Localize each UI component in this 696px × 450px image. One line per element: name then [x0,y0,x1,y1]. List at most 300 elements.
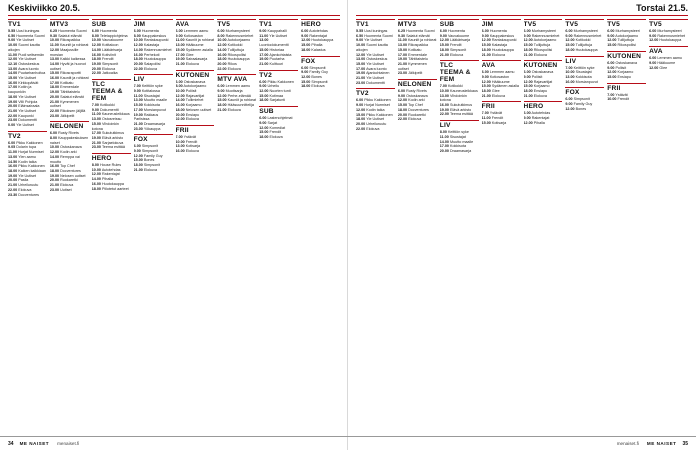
program-title: Keittiön syke [447,130,469,135]
channel-block [565,87,604,111]
program-listing [356,81,395,86]
program-title: Kotisarja [185,144,201,149]
channel-block [524,19,563,57]
program-listing [607,75,646,80]
program-title: Kalastaja [143,43,160,48]
program-listing [176,149,215,154]
left-column [301,19,340,437]
channel-name: TV1 [8,19,47,28]
program-title: Sarjaelokuva [102,140,124,145]
channel-name: AVA [649,46,688,55]
program-time: 9.00 [259,120,267,125]
program-time: 18.00 [481,89,491,94]
program-listing [134,113,173,122]
program-time: 6.00 [649,56,657,61]
program-title: Rikoksen jäljillä [60,108,86,113]
program-time: 9.00 [356,38,364,43]
program-time: 6.00 [607,29,615,33]
channel-name: TV2 [8,131,47,140]
channel-name: NELONEN [50,121,89,130]
program-time: 23.00 [133,126,143,131]
program-time: 11.00 [397,38,407,43]
program-time: 17.00 [259,52,269,57]
program-title: Huutokauppa [102,181,124,186]
program-time: 11.00 [481,116,491,121]
channel-name: HERO [524,101,563,110]
left-column [92,19,131,437]
channel-block [176,70,215,122]
program-title: Ostoskanava [60,145,82,150]
program-title: Huomenta [99,29,117,33]
channel-block [92,19,131,76]
program-title: Tullimiehet [185,98,204,103]
program-time: 18.00 [259,134,269,139]
left-column [8,19,47,437]
channel-block [607,19,646,48]
program-title: Glee [491,89,500,94]
program-listing [259,135,298,140]
program-title: Docventures [18,192,39,197]
program-title: Rantakaupunki [491,38,517,43]
program-title: Salatut elämät [58,33,82,38]
channel-name: LIV [565,56,604,65]
program-title: Murhamysteeri [573,29,598,33]
program-title: Glee [185,52,194,57]
program-time: 6.00 [133,144,141,149]
program-title: Simpsonit [573,97,590,102]
program-title: Elokuva [227,66,241,71]
program-time: 9.00 [175,33,183,38]
program-time: 12.00 [259,125,269,130]
program-title: Elokuva [450,52,464,57]
program-title: Pikku Kakkonen [16,140,43,145]
program-title: Ruokaretki [408,112,426,117]
program-listing [440,94,479,103]
program-title: Ensiapu [617,74,631,79]
channel-block [565,19,604,53]
program-time: 8.00 [91,33,99,38]
program-title: Frendit [450,43,462,48]
program-time: 18.00 [217,57,227,62]
program-title: Ostoskanava [531,70,554,75]
program-title: Urheilu [267,84,280,89]
program-title: Luontodokumentti [259,43,289,48]
program-title: Kauneusleikkaus [450,88,478,93]
program-time: 16.00 [8,164,18,169]
channel-block [524,101,563,125]
program-title: Dokumentti [366,80,385,85]
program-time: 12.00 [301,38,311,43]
program-time: 15.00 [356,61,366,66]
program-time: 18.00 [565,47,575,52]
right-url: menaiset.fi [616,441,639,446]
program-time: 9.00 [301,33,309,38]
program-time: 12.00 [565,38,575,43]
program-title: Rakennusmiehet [657,33,686,38]
program-title: Ostoskeskus [18,61,40,66]
left-column [217,19,256,437]
program-time: 18.00 [523,47,533,52]
program-time: 18.00 [8,94,18,99]
program-title: Yle Uutiset [16,123,34,128]
program-title: Autotehdas [101,167,121,172]
program-title: Salatut elämät [406,33,430,38]
program-time: 11.00 [133,93,143,98]
program-time: 21.00 [49,183,60,188]
program-title: Simpsonit [311,79,328,84]
program-title: Nelosen uutiset [185,107,212,112]
program-listing [176,117,215,122]
channel-name: SUB [440,19,479,28]
program-title: Elokuva [102,66,116,71]
program-time: 9.00 [133,89,141,94]
program-listing [134,67,173,72]
program-time: 16.00 [175,149,185,154]
program-time: 15.00 [397,103,408,108]
program-title: Korjaamo [617,70,634,75]
program-time: 18.00 [523,89,533,94]
program-time: 22.00 [8,187,18,192]
program-title: Rakennusmiehet [143,47,172,52]
program-time: 12.00 [439,38,449,43]
program-time: 10.00 [133,38,143,43]
program-time: 15.00 [133,103,143,108]
program-title: Poliisit [531,74,543,79]
program-title: Family Guy [143,153,163,158]
program-time: 14.00 [91,47,101,52]
program-title: Rakennusmiehet [531,33,560,38]
program-time: 7.00 [91,103,99,108]
program-listing [8,43,47,52]
program-time: 13.00 [175,43,185,48]
program-title: Docventures [60,168,81,173]
program-title: Kotitalossa [141,89,160,94]
program-time: 12.00 [8,57,18,62]
program-time: 15.00 [259,93,269,98]
program-time: 21.00 [8,108,18,113]
program-time: 21.00 [481,52,491,57]
program-title: Teema esittää [449,112,473,117]
program-time: 6.00 [259,79,267,84]
program-time: 19.00 [49,90,60,95]
program-title: Kauppahalli [267,29,287,33]
right-column [524,19,563,437]
program-time: 21.00 [133,121,143,126]
channel-block [259,19,298,67]
program-title: Draamasarja [450,148,472,153]
program-time: 11.00 [8,52,18,57]
program-time: 21.00 [49,99,60,104]
right-column [440,19,479,437]
program-time: 10.00 [217,38,227,43]
program-title: Murhamysteeri [225,29,250,33]
program-time: 15.00 [481,43,491,48]
program-title: Vauvakuume [447,33,470,38]
program-time: 6.00 [523,70,531,75]
program-title: Huutokauppa [311,38,334,43]
left-page-header [8,0,340,16]
program-title: Kauniit ja rohkeat [185,38,215,43]
program-title: Murhamysteeri [657,29,682,33]
program-time: 14.00 [91,177,101,182]
program-time: 22.00 [439,112,449,117]
program-time: 12.00 [523,120,533,125]
channel-block [217,74,256,112]
program-time: 6.00 [301,65,309,70]
program-title: Rikos [227,61,237,66]
program-title: Huutokauppa [575,47,598,52]
channel-block [398,19,437,76]
program-time: 10.00 [356,43,366,48]
program-time: 10.00 [8,43,18,48]
program-title: Simpsonit [141,144,159,149]
program-title: Kirkkopäivät [18,80,39,85]
program-title: Historiaa [269,47,285,52]
program-time: 16.00 [565,79,575,84]
program-time: 10.00 [175,139,185,144]
program-time: 9.00 [565,102,573,107]
program-time: 8.00 [217,33,225,38]
program-title: Frendit [269,130,281,135]
program-title: Keittiön syke [573,65,595,70]
program-title: Simpsonit [309,65,326,70]
program-time: 23.00 [397,71,408,76]
program-time: 19.00 [91,135,101,140]
left-brand: ME NAISET [19,441,50,446]
program-listing [50,136,89,145]
program-time: 6.00 [523,29,531,33]
program-title: Kodin taika [366,107,385,112]
program-time: 13.00 [91,117,101,122]
program-listing [92,71,131,76]
program-title: Yle Uutiset [366,76,385,81]
program-time: 13.00 [175,144,185,149]
program-title: Komediat [269,125,286,130]
program-time: 20.00 [49,94,60,99]
program-time: 19.00 [356,71,366,76]
channel-name: HERO [301,19,340,28]
program-title: Kotitaloon [102,43,119,48]
program-title: Pikku Kakkonen [366,112,393,117]
channel-name: TV2 [259,70,298,79]
program-title: Urheiluruutu [18,183,39,188]
program-time: 18.00 [175,107,185,112]
program-title: Lääkärisarja [102,47,123,52]
program-time: 8.00 [175,84,183,89]
channel-block [259,106,298,140]
program-time: 23.00 [91,145,101,150]
program-time: 20.00 [8,178,18,183]
program-title: Rajavartijat [533,79,553,84]
program-title: Kotiviinit [102,52,116,57]
program-title: Kokkisota [450,144,467,149]
channel-name: JIM [482,19,521,28]
program-title: Uutiset [60,187,72,192]
program-time: 16.00 [91,181,101,186]
program-time: 12.00 [356,107,366,112]
program-time: 9.00 [133,149,141,154]
program-title: Elokuva [18,187,32,192]
program-title: Sydämen asialla [185,47,213,52]
program-listing [524,121,563,126]
program-title: Hurjat Nurmiset [18,150,44,155]
program-time: 22.00 [133,66,143,71]
program-listing [92,145,131,150]
program-title: Salapoliisi [143,61,161,66]
program-title: Elokuva [185,117,199,122]
program-title: Muutto maalle [450,139,474,144]
program-time: 9.00 [607,33,615,38]
channel-name: FOX [565,87,604,96]
program-title: Vihdoinkin kotona [439,93,467,103]
program-time: 6.00 [356,98,364,103]
channel-name: AVA [176,19,215,28]
program-title: Lemmen aamu [657,56,682,61]
program-title: Uusi kuningas [16,29,40,33]
program-title: Jatkoaika [102,71,118,76]
channel-block [92,153,131,191]
program-time: 17.00 [439,144,449,149]
program-title: Nuorten tunti [269,89,291,94]
right-page-number: 35 [682,440,688,447]
program-title: Eläinsairaala [18,104,40,109]
program-title: Sarjatunti [269,98,286,103]
channel-name: TV5 [524,19,563,28]
program-time: 18.00 [49,85,60,90]
program-title: Piilotetut aarteet [102,186,129,191]
channel-name: TV2 [356,88,395,97]
program-title: Family Guy [309,70,328,75]
program-time: 13.00 [133,98,143,103]
program-title: Puutarhanhoitoa [18,71,46,76]
channel-block [134,19,173,71]
program-time: 10.00 [91,38,101,43]
program-title: Draamasarja [143,121,165,126]
program-time: 13.00 [356,57,366,62]
program-title: Autotehdas [309,29,328,33]
program-time: 16.00 [49,76,60,81]
program-title: Top Chef [60,164,75,169]
program-time: 7.00 [439,84,447,89]
program-time: 6.50 [8,33,16,38]
program-time: 18.00 [397,107,408,112]
program-listing [8,193,47,198]
program-time: 7.00 [565,65,573,70]
program-title: Tähtitaistelu [60,90,80,95]
channel-name: JIM [134,19,173,28]
program-title: Salatut elämät [60,94,84,99]
program-time: 12.00 [607,38,617,43]
program-title: Kauppakeskus [141,33,167,38]
program-time: 19.00 [133,112,143,117]
program-title: Huomenta Suomi [406,29,435,33]
program-title: Kotiosaston [183,33,203,38]
left-page-date: Keskiviikko 20.5. [8,2,81,13]
program-time: 19.00 [8,173,18,178]
program-title: Elokuva [185,61,199,66]
channel-block [50,19,89,118]
program-title: Bones [575,106,587,111]
program-title: Elokuva [143,66,158,71]
right-column [356,19,395,437]
program-time: 8.00 [439,130,447,135]
program-listing [134,127,173,132]
program-title: Pihalla [102,177,114,182]
program-title: Kauniit ja rohkeat [60,76,89,81]
program-title: Autotehdas [531,111,551,116]
program-time: 11.00 [91,112,101,117]
program-title: Yle Uutiset [366,117,385,122]
program-time: 17.00 [91,131,101,136]
program-title: Nelosen uutiset [60,173,86,178]
program-title: Huutokauppa [659,38,682,43]
program-time: 19.00 [439,107,449,112]
program-time: 12.00 [175,93,185,98]
program-title: Yökauppa [143,126,161,131]
program-time: 18.00 [301,84,311,89]
program-time: 23.00 [356,80,366,85]
program-title: Teema esittää [101,145,125,150]
program-title: Puoli seitsemän [18,52,45,57]
program-title: Vauvakuume [102,38,124,43]
program-title: Frendit [617,97,629,102]
program-title: Family Guy [573,102,593,107]
program-title: Hääkuume [491,79,510,84]
program-time: 6.25 [397,29,406,33]
program-title: Ystävät [489,111,503,116]
program-time: 21.00 [439,52,449,57]
channel-name: AVA [482,60,521,69]
program-time: 18.00 [356,117,366,122]
program-time: 6.00 [8,140,16,145]
program-title: Ostoskeskus [366,57,388,62]
channel-block [440,60,479,117]
program-title: Elokuva [533,52,547,57]
program-time: 12.10 [8,61,18,66]
program-title: Ostoskanava [183,79,206,84]
program-title: Rikospoliisi [227,52,247,57]
channel-name: FRII [482,101,521,110]
program-time: 23.30 [8,192,18,197]
program-title: Elokuva [227,107,241,112]
program-title: Avara luonto [366,66,387,71]
program-title: Ystävät [183,134,196,139]
program-listing [565,48,604,53]
program-time: 9.00 [397,93,406,98]
channel-block [176,19,215,67]
program-title: Huomenta [141,29,159,33]
program-title: Kauniit ja rohkeat [227,98,257,103]
channel-name: TLC TEEMA & FEM [440,60,479,83]
right-brand: ME NAISET [646,441,677,446]
program-time: 10.00 [175,89,185,94]
right-program-grid [356,19,688,437]
program-title: Elokuva [491,93,506,98]
program-time: 21.00 [91,140,101,145]
program-title: Yle Uutiset [18,173,37,178]
program-time: 6.00 [565,97,573,102]
program-title: Remppa vai muutto [49,154,80,164]
program-time: 12.00 [523,79,533,84]
program-title: Vihdoinkin kotona [91,121,119,131]
program-listing [259,38,298,47]
channel-name: TV1 [259,19,298,28]
channel-name: FOX [134,134,173,143]
program-listing [482,53,521,58]
left-program-grid [8,19,340,437]
program-time: 20.00 [356,121,366,126]
program-title: Morsianpuvut [143,107,167,112]
